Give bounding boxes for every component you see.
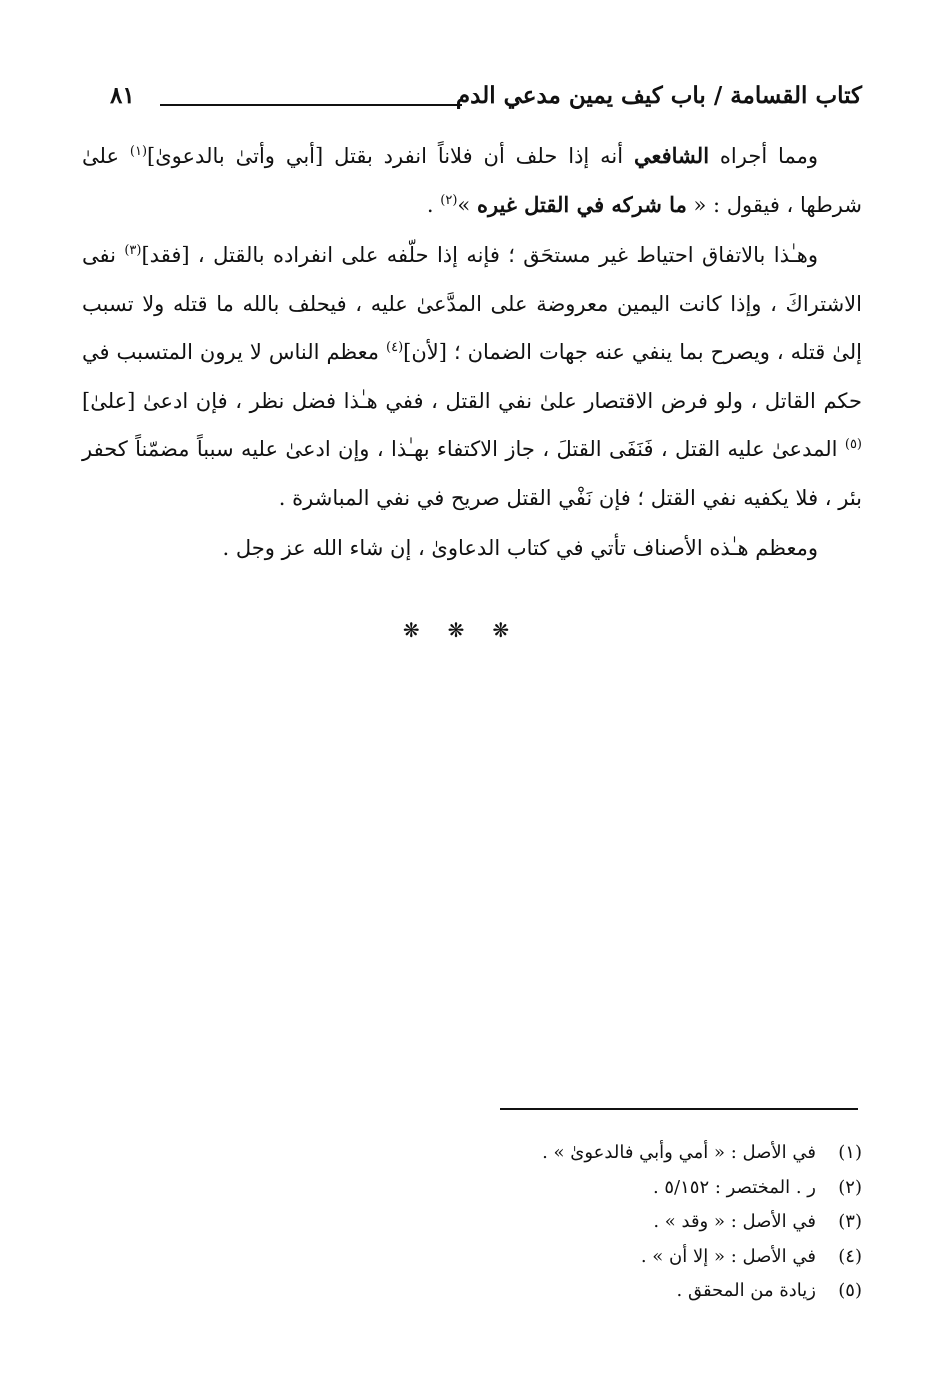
paragraph-1	[82, 132, 862, 229]
text-run: ومما أجراه	[709, 144, 818, 168]
section-separator-ornament: ❋❋❋	[402, 618, 538, 642]
footnote-3	[300, 1205, 862, 1240]
footnote-1	[300, 1136, 862, 1171]
text-run: »	[457, 192, 477, 217]
footnote-text: زيادة من المحقق .	[676, 1280, 816, 1301]
footnote-text: في الأصل : « أمي وأبي فالدعوىٰ » .	[542, 1142, 816, 1163]
footnote-4	[300, 1240, 862, 1275]
text-run: .	[426, 192, 441, 217]
footnote-ref-3[interactable]: (٣)	[124, 243, 142, 258]
footnotes	[300, 1136, 862, 1309]
footnote-ref-4[interactable]: (٤)	[386, 340, 404, 355]
footnote-number: (٤)	[838, 1245, 862, 1267]
main-text	[82, 132, 862, 573]
footnote-ref-1[interactable]: (١)	[129, 144, 148, 159]
text-run: علىٰ شرطها ، فيقول : «	[82, 144, 862, 217]
footnote-ref-5[interactable]: (٥)	[844, 437, 862, 452]
text-run: أنه إذا حلف أن فلاناً انفرد بقتل [أبي وأتىٰ بالدعوىٰ]	[147, 144, 634, 168]
page-number: ٨١	[110, 82, 135, 109]
text-run: وهـٰذا بالاتفاق احتياط غير مستحَق ؛ فإنه إذا حلّفه على انفراده بالقتل ، [فقد]	[141, 243, 818, 267]
footnote-ref-2[interactable]: (٢)	[440, 192, 458, 208]
footnote-2	[300, 1171, 862, 1206]
quoted-phrase: ما شركه في القتل غيره	[476, 191, 687, 217]
paragraph-3: ومعظم هـٰذه الأصناف تأتي في كتاب الدعاوىٰ ، إن شاء الله عز وجل .	[222, 536, 818, 560]
author-name: الشافعي	[633, 143, 710, 168]
header-rule	[160, 104, 462, 106]
footnote-number: (١)	[838, 1142, 862, 1163]
text-run: نفى الاشتراكَ ، وإذا كانت اليمين معروضة على المدَّعىٰ عليه ، فيحلف بالله ما قتله ولا تسبب إلىٰ قتله ، ويصرح بما ينفي عنه جهات الضمان ؛ [لأن]	[82, 243, 862, 364]
footnote-number: (٣)	[838, 1211, 862, 1232]
chapter-title: كتاب القسامة / باب كيف يمين مدعي الدم	[455, 82, 862, 109]
footnote-text: في الأصل : « إلا أن » .	[640, 1245, 816, 1267]
footnote-rule	[500, 1108, 858, 1110]
footnote-number: (٥)	[838, 1280, 862, 1301]
running-header	[110, 82, 862, 122]
text-run: المدعىٰ عليه القتل ، فَنَفَى القتلَ ، جاز الاكتفاء بهـٰذا ، وإن ادعىٰ عليه سبباً مضمّناً كحفر بئر ، فلا يكفيه نفي القتل ؛ فإن نَفْي القتل صريح في نفي المباشرة .	[82, 437, 862, 510]
footnote-text: في الأصل : « وقد » .	[653, 1211, 816, 1232]
footnote-text: ر . المختصر : ٥/١٥٢ .	[652, 1176, 816, 1198]
text-run: معظم الناس لا يرون المتسبب في حكم القاتل ، ولو فرض الاقتصار علىٰ نفي القتل ، ففي هـٰذا فضل نظر ، فإن ادعىٰ [علىٰ]	[82, 340, 862, 413]
paragraph-2	[82, 231, 862, 522]
footnote-5	[300, 1274, 862, 1309]
footnote-number: (٢)	[838, 1176, 862, 1198]
